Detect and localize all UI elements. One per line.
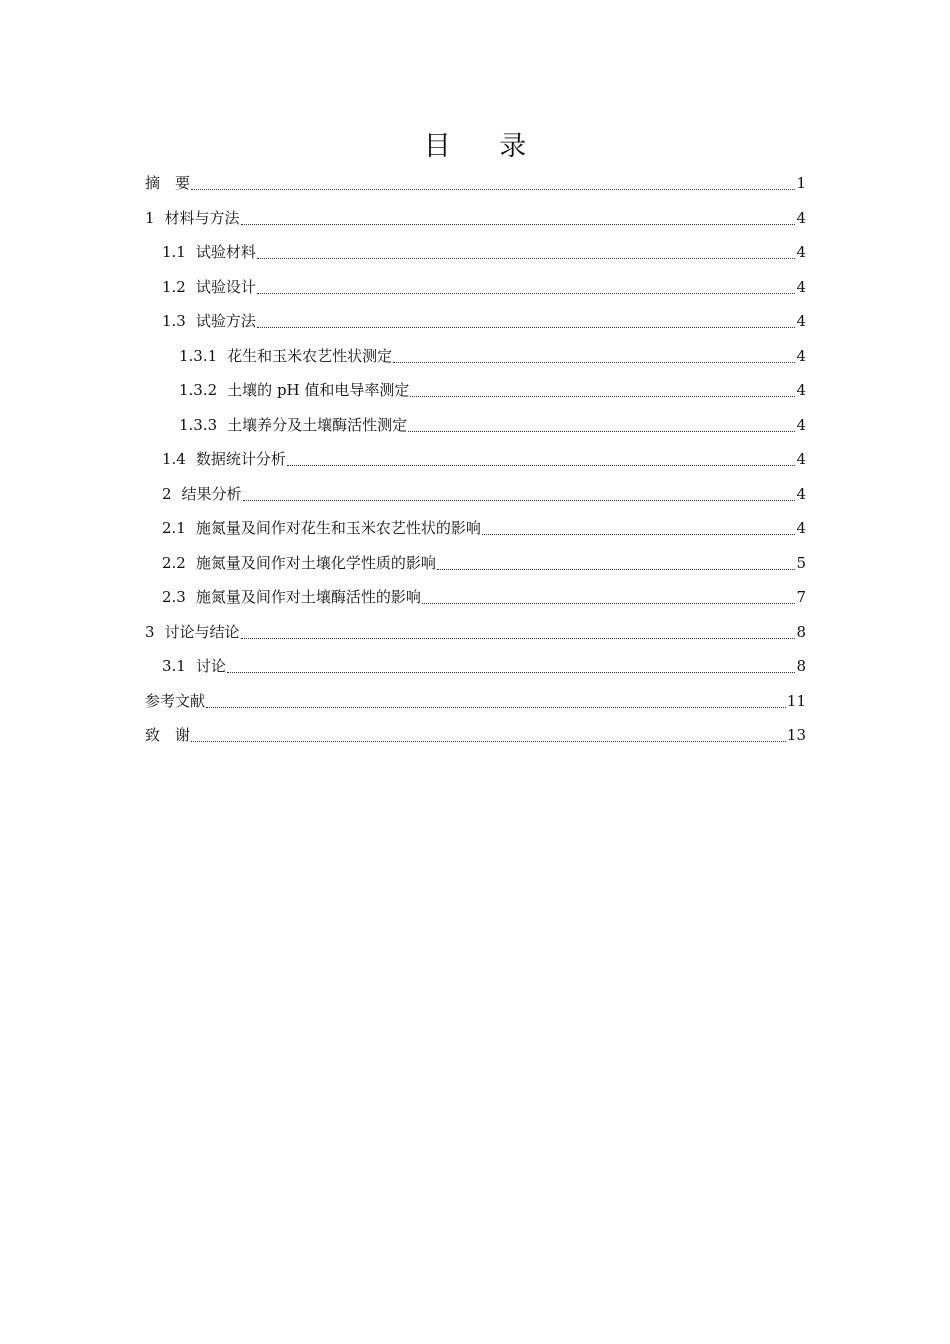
toc-dot-leader: [257, 292, 796, 294]
toc-dot-leader: [410, 395, 795, 397]
toc-entry-title: 施氮量及间作对土壤化学性质的影响: [195, 553, 436, 572]
toc-entry-title: 参考文献: [145, 691, 206, 710]
toc-dot-leader: [408, 430, 795, 432]
toc-entry[interactable]: [145, 235, 806, 270]
toc-entry-page: 4: [796, 450, 806, 468]
toc-entry-number: 1.3.1: [179, 346, 218, 365]
toc-dot-leader: [437, 568, 796, 570]
toc-dot-leader: [287, 464, 796, 466]
toc-entry[interactable]: [145, 201, 806, 236]
toc-dot-leader: [243, 499, 796, 501]
toc-dot-leader: [191, 188, 795, 190]
toc-entry-title: 材料与方法: [164, 208, 240, 227]
toc-entry[interactable]: [145, 649, 806, 684]
toc-entry-title: 试验方法: [195, 312, 256, 330]
toc-dot-leader: [482, 533, 796, 535]
toc-entry-number: 1.3: [162, 312, 186, 330]
toc-entry-number: 2.2: [162, 553, 186, 572]
toc-dot-leader: [241, 637, 796, 639]
toc-entry-number: 2.3: [162, 588, 186, 606]
toc-entry-number: 2.1: [162, 519, 186, 537]
toc-entry-page: 4: [796, 415, 806, 434]
toc-entry-title: 数据统计分析: [195, 450, 286, 468]
toc-entry-title: 试验材料: [195, 243, 256, 261]
toc-dot-leader: [257, 326, 796, 328]
toc-entry[interactable]: [145, 270, 806, 305]
toc-entry-title: 施氮量及间作对土壤酶活性的影响: [195, 588, 421, 606]
toc-entry-number: 1.2: [162, 277, 186, 296]
toc-dot-leader: [227, 671, 796, 673]
toc-entry-page: 4: [796, 243, 806, 261]
toc-entry[interactable]: [145, 580, 806, 615]
toc-entry[interactable]: [145, 718, 806, 753]
toc-entry-page: 11: [786, 691, 806, 710]
toc-entry-number: 2: [162, 484, 172, 503]
toc-dot-leader: [422, 602, 796, 604]
toc-entry-title: 试验设计: [195, 277, 256, 296]
toc-entry[interactable]: [145, 373, 806, 408]
toc-entry-number: 1: [145, 208, 155, 227]
toc-dot-leader: [206, 706, 786, 708]
toc-entry[interactable]: [145, 477, 806, 512]
toc-entry-page: 4: [796, 381, 806, 399]
toc-entry-title: 花生和玉米农艺性状测定: [227, 346, 393, 365]
toc-entry[interactable]: [145, 511, 806, 546]
toc-entry-page: 4: [796, 346, 806, 365]
toc-entry[interactable]: [145, 339, 806, 374]
toc-entry-title: 讨论与结论: [164, 622, 240, 641]
toc-entry-title: 摘 要: [145, 174, 191, 192]
toc-dot-leader: [257, 257, 796, 259]
toc-entry-title: 施氮量及间作对花生和玉米农艺性状的影响: [195, 519, 481, 537]
toc-entry[interactable]: [145, 408, 806, 443]
toc-entry[interactable]: [145, 546, 806, 581]
toc-entry[interactable]: [145, 304, 806, 339]
toc-entry-page: 4: [796, 208, 806, 227]
toc-entry-title: 结果分析: [181, 484, 242, 503]
toc-entry-title: 土壤的 pH 值和电导率测定: [227, 381, 410, 399]
toc-dot-leader: [393, 361, 795, 363]
toc-entry-title: 土壤养分及土壤酶活性测定: [227, 415, 408, 434]
toc-dot-leader: [241, 223, 796, 225]
toc-entry-title: 讨论: [195, 657, 226, 675]
toc-entry[interactable]: [145, 166, 806, 201]
toc-entry-page: 1: [796, 174, 806, 192]
toc-entry-number: 1.3.3: [179, 415, 218, 434]
toc-entry-number: 3.1: [162, 657, 186, 675]
toc-dot-leader: [191, 740, 786, 742]
toc-entry-number: 1.1: [162, 243, 186, 261]
toc-entry[interactable]: [145, 684, 806, 719]
toc-list: [145, 166, 806, 753]
toc-entry-page: 4: [796, 484, 806, 503]
toc-entry-page: 8: [796, 657, 806, 675]
toc-entry-page: 4: [796, 312, 806, 330]
toc-entry[interactable]: [145, 615, 806, 650]
toc-entry-page: 13: [786, 726, 806, 744]
toc-title: 目 录: [423, 131, 547, 162]
toc-entry-page: 4: [796, 519, 806, 537]
toc-entry-page: 5: [796, 553, 806, 572]
toc-entry-title: 致 谢: [145, 726, 191, 744]
toc-entry-page: 7: [796, 588, 806, 606]
toc-entry[interactable]: [145, 442, 806, 477]
toc-entry-number: 3: [145, 622, 155, 641]
toc-entry-page: 4: [796, 277, 806, 296]
toc-entry-number: 1.4: [162, 450, 186, 468]
toc-entry-number: 1.3.2: [179, 381, 218, 399]
toc-entry-page: 8: [796, 622, 806, 641]
